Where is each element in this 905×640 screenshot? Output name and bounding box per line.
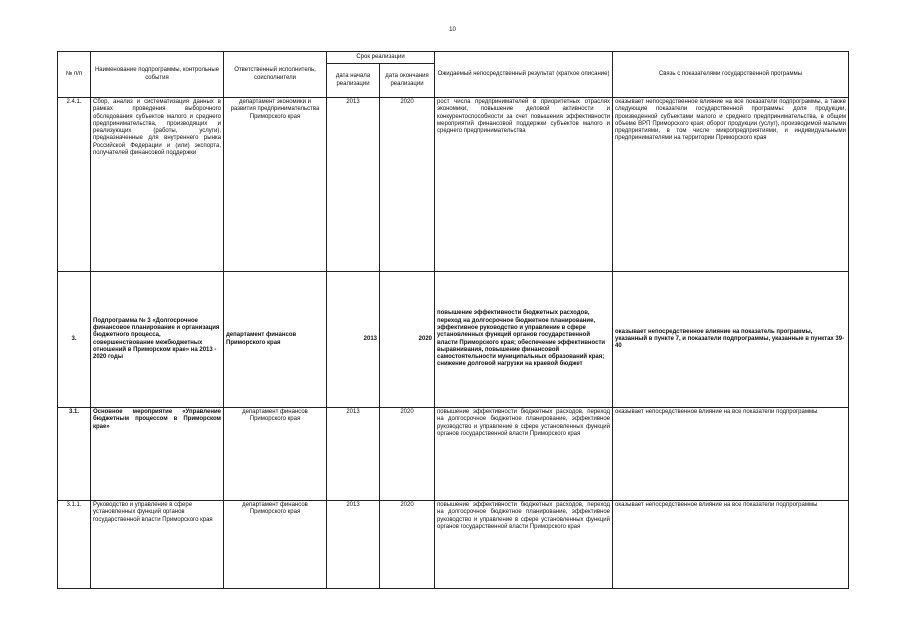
row-link: оказывает непосредственное влияние на показатель программы, указанный в пункте 7, и показатели подпрограммы, указанные в пунктах 39-40 xyxy=(613,272,849,408)
row-num: 2.4.1. xyxy=(58,98,91,272)
row-result: повышение эффективности бюджетных расходов, переход на долгосрочное бюджетное планирование, эффективное руководство и управление в сфере установленных функций органов государственной власти Приморского края xyxy=(435,501,613,589)
row-link: оказывает непосредственное влияние на все показатели подпрограммы, а также следующие показатели государственной программы: доля продукции, произведенной субъектами малого и среднего предпринимательства, в общем объеме ВРП Приморского края; оборот продукции (услуг), производимой малыми предприятиями, в том числе микропредприятиями, и индивидуальными предпринимателями на территории Приморского края xyxy=(613,98,849,272)
row-link: оказывает непосредственное влияние на все показатели подпрограммы xyxy=(613,408,849,501)
row-name: Основное мероприятие «Управление бюджетным процессом в Приморском крае» xyxy=(91,408,224,501)
table-row xyxy=(58,408,849,501)
row-link: оказывает непосредственное влияние на все показатели подпрограммы xyxy=(613,501,849,589)
row-responsible: департамент финансов Приморского края xyxy=(224,408,327,501)
row-end: 2020 xyxy=(380,501,435,589)
row-end: 2020 xyxy=(380,98,435,272)
row-responsible: департамент финансов Приморского края xyxy=(224,501,327,589)
row-start: 2013 xyxy=(327,408,380,501)
row-result: рост числа предпринимателей в приоритетных отраслях экономики, повышение деловой активности и конкурентоспособности за счет повышения эффективности мероприятий финансовой поддержки субъектов малого и среднего предпринимательства xyxy=(435,98,613,272)
row-num: 3. xyxy=(58,272,91,408)
row-start: 2013 xyxy=(327,501,380,589)
row-responsible: департамент финансов Приморского края xyxy=(224,272,327,408)
row-name: Подпрограмма № 3 «Долгосрочное финансовое планирование и организация бюджетного процесса, совершенствование межбюджетных отношений в Приморском крае» на 2013 - 2020 годы xyxy=(91,272,224,408)
row-start: 2013 xyxy=(327,98,380,272)
table-row xyxy=(58,98,849,272)
row-start: 2013 xyxy=(327,272,380,408)
row-num: 3.1. xyxy=(58,408,91,501)
row-result: повышение эффективности бюджетных расходов, переход на долгосрочное бюджетное планирование, эффективное руководство и управление в сфере установленных функций органов государственной власти Приморского края; обеспечение эффективности выравнивания, повышение финансовой самостоятельности муниципальных образований края; снижение долговой нагрузки на краевой бюджет xyxy=(435,272,613,408)
program-table xyxy=(57,51,849,589)
row-name: Руководство и управление в сфере установленных функций органов государственной власти Приморского края xyxy=(91,501,224,589)
header-end: дата окончания реализации xyxy=(380,64,435,98)
header-period: Срок реализации xyxy=(327,52,435,64)
table-row xyxy=(58,272,849,408)
header-name: Наименование подпрограммы, контрольные события xyxy=(91,52,224,98)
table-row xyxy=(58,501,849,589)
row-responsible: департамент экономики и развития предпринимательства Приморского края xyxy=(224,98,327,272)
row-num: 3.1.1. xyxy=(58,501,91,589)
header-responsible: Ответственный исполнитель, соисполнители xyxy=(224,52,327,98)
row-result: повышение эффективности бюджетных расходов, переход на долгосрочное бюджетное планирование, эффективное руководство и управление в сфере установленных функций органов государственной власти Приморского края xyxy=(435,408,613,501)
row-end: 2020 xyxy=(380,408,435,501)
header-num: № п/п xyxy=(58,52,91,98)
header-start: дата начала реализации xyxy=(327,64,380,98)
header-link: Связь с показателями государственной программы xyxy=(613,52,849,98)
header-result: Ожидаемый непосредственный результат (краткое описание) xyxy=(435,52,613,98)
row-name: Сбор, анализ и систематизация данных в рамках проведения выборочного обследования субъектов малого и среднего предпринимательства, производящих и реализующих (работы, услуги), предназначенные для внутреннего рынка Российской Федерации и (или) экспорта, получателей финансовой поддержки xyxy=(91,98,224,272)
row-end: 2020 xyxy=(380,272,435,408)
page-number: 10 xyxy=(449,27,456,33)
